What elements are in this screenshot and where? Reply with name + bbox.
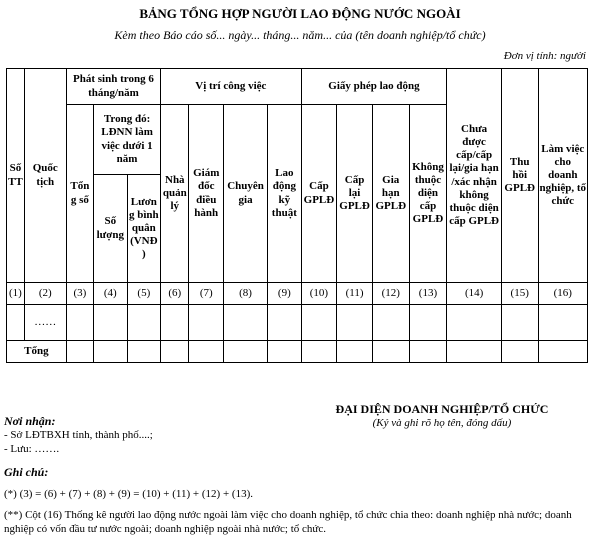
header-giay-phep-lao-dong: Giấy phép lao động <box>301 69 447 105</box>
notes-section <box>4 414 594 537</box>
note-item: (*) (3) = (6) + (7) + (8) + (9) = (10) + (11) + (12) + (13). <box>4 487 253 500</box>
total-label: Tổng <box>7 341 67 363</box>
unit-label: Đơn vị tính: người <box>503 50 586 62</box>
column-number: (7) <box>189 283 224 305</box>
table-cell <box>409 341 447 363</box>
table-cell <box>224 341 268 363</box>
table-cell <box>501 305 538 341</box>
column-number: (11) <box>337 283 373 305</box>
column-number: (10) <box>301 283 337 305</box>
header-thu-hoi: Thu hồi GPLĐ <box>501 69 538 283</box>
column-number: (5) <box>127 283 161 305</box>
report-subtitle: Kèm theo Báo cáo số... ngày... tháng... năm... của (tên doanh nghiệp/tổ chức) <box>114 28 486 42</box>
column-number-row <box>7 283 588 305</box>
total-row <box>7 341 588 363</box>
column-number: (2) <box>24 283 66 305</box>
header-tong-so: Tổng số <box>66 105 93 283</box>
report-title: BẢNG TỔNG HỢP NGƯỜI LAO ĐỘNG NƯỚC NGOÀI <box>139 6 461 21</box>
table-cell <box>161 341 189 363</box>
header-luong-binh-quan: Lương bình quân (VNĐ) <box>127 175 161 283</box>
table-cell <box>538 341 587 363</box>
table-cell <box>268 341 302 363</box>
table-cell <box>66 305 93 341</box>
table-cell <box>127 341 161 363</box>
signature-heading: ĐẠI DIỆN DOANH NGHIỆP/TỔ CHỨC <box>335 402 549 416</box>
column-number: (14) <box>447 283 502 305</box>
header-lao-dong-ky-thuat: Lao động kỹ thuật <box>268 105 302 283</box>
table-cell <box>301 341 337 363</box>
header-quoc-tich: Quốc tịch <box>24 69 66 283</box>
header-khong-thuoc-dien: Không thuộc diện cấp GPLĐ <box>409 105 447 283</box>
header-gia-han-gpld: Gia hạn GPLĐ <box>372 105 409 283</box>
table-cell <box>7 305 25 341</box>
header-chuyen-gia: Chuyên gia <box>224 105 268 283</box>
table-cell <box>372 341 409 363</box>
recipients-label: Nơi nhận: <box>4 414 56 428</box>
table-cell <box>66 341 93 363</box>
table-cell <box>501 341 538 363</box>
table-row <box>7 305 588 341</box>
column-number: (15) <box>501 283 538 305</box>
table-cell <box>189 305 224 341</box>
column-number: (13) <box>409 283 447 305</box>
header-lam-viec-cho: Làm việc cho doanh nghiệp, tổ chức <box>538 69 587 283</box>
table-cell <box>301 305 337 341</box>
column-number: (16) <box>538 283 587 305</box>
table-cell <box>94 341 128 363</box>
ghi-chu-label: Ghi chú: <box>4 464 49 479</box>
table-cell <box>447 341 502 363</box>
table-cell <box>337 305 373 341</box>
header-vi-tri-cong-viec: Vị trí công việc <box>161 69 301 105</box>
table-cell <box>268 305 302 341</box>
header-stt: Số TT <box>7 69 25 283</box>
column-number: (6) <box>161 283 189 305</box>
table-cell <box>94 305 128 341</box>
column-number: (1) <box>7 283 25 305</box>
table-cell <box>409 305 447 341</box>
table-cell <box>189 341 224 363</box>
table-cell-ellipsis: …… <box>24 305 66 341</box>
header-phat-sinh: Phát sinh trong 6 tháng/năm <box>66 69 160 105</box>
table-cell <box>337 341 373 363</box>
table-cell <box>372 305 409 341</box>
header-trong-do: Trong đó: LĐNN làm việc dưới 1 năm <box>94 105 161 175</box>
note-item: (**) Cột (16) Thống kê người lao động nước ngoài làm việc cho doanh nghiệp, tổ chức chia theo: doanh nghiệp nhà nước; doanh nghiệp có vốn đầu tư nước ngoài; doanh nghiệp ngoài nhà nước; tổ chức. <box>4 509 572 535</box>
column-number: (4) <box>94 283 128 305</box>
header-giam-doc: Giám đốc điều hành <box>189 105 224 283</box>
column-number: (3) <box>66 283 93 305</box>
column-number: (12) <box>372 283 409 305</box>
column-number: (9) <box>268 283 302 305</box>
table-cell <box>447 305 502 341</box>
column-number: (8) <box>224 283 268 305</box>
table-cell <box>161 305 189 341</box>
recipient-item: - Lưu: ……. <box>4 442 60 455</box>
report-table <box>6 68 588 363</box>
header-so-luong: Số lượng <box>94 175 128 283</box>
header-nha-quan-ly: Nhà quản lý <box>161 105 189 283</box>
table-cell <box>224 305 268 341</box>
header-cap-lai-gpld: Cấp lại GPLĐ <box>337 105 373 283</box>
recipient-item: - Sở LĐTBXH tỉnh, thành phố....; <box>4 429 153 441</box>
header-chua-duoc-cap: Chưa được cấp/cấp lại/gia hạn /xác nhận không thuộc diện cấp GPLĐ <box>447 69 502 283</box>
signature-instruction: (Ký và ghi rõ họ tên, đóng dấu) <box>372 417 512 429</box>
table-cell <box>127 305 161 341</box>
table-cell <box>538 305 587 341</box>
header-cap-gpld: Cấp GPLĐ <box>301 105 337 283</box>
